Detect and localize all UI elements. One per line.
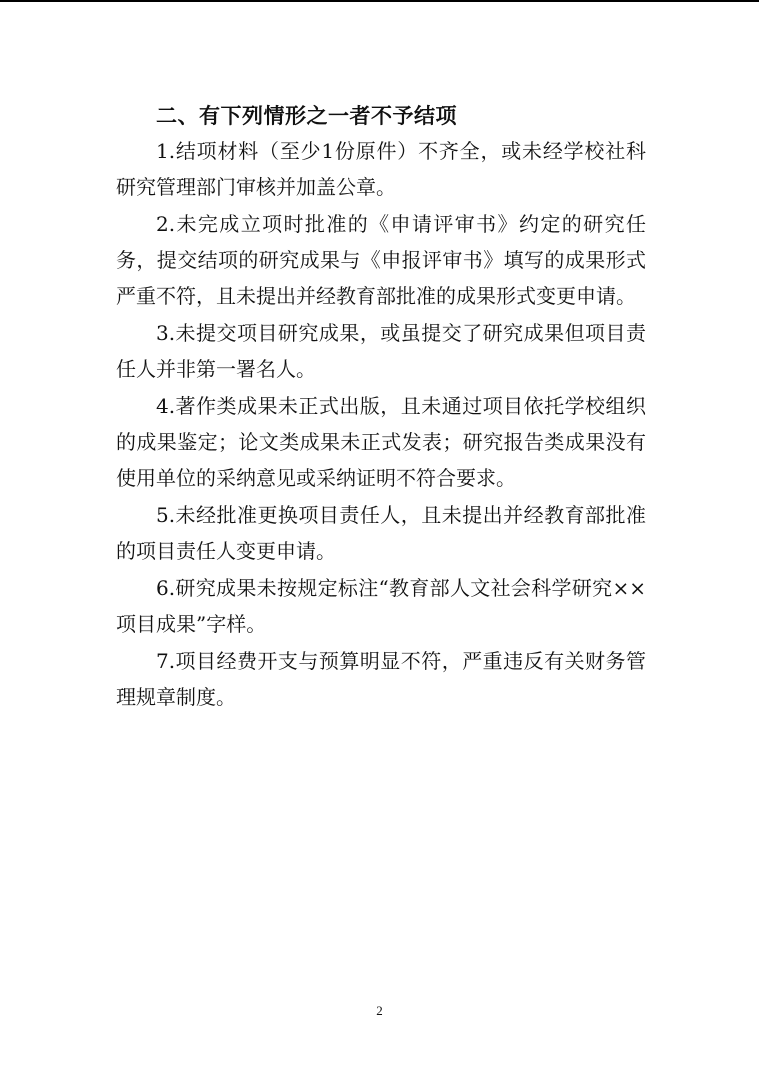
clause-item-1: 1.结项材料（至少1份原件）不齐全，或未经学校社科研究管理部门审核并加盖公章。 bbox=[116, 139, 646, 199]
clause-item-6: 6.研究成果未按规定标注“教育部人文社会科学研究××项目成果”字样。 bbox=[116, 576, 646, 636]
clause-item-3: 3.未提交项目研究成果，或虽提交了研究成果但项目责任人并非第一署名人。 bbox=[116, 321, 646, 381]
clause-item-2: 2.未完成立项时批准的《申请评审书》约定的研究任务，提交结项的研究成果与《申报评审书》填写的成果形式严重不符，且未提出并经教育部批准的成果形式变更申请。 bbox=[116, 212, 646, 308]
top-border-line bbox=[0, 0, 759, 2]
clause-item-5: 5.未经批准更换项目责任人，且未提出并经教育部批准的项目责任人变更申请。 bbox=[116, 503, 646, 563]
clause-item-4: 4.著作类成果未正式出版，且未通过项目依托学校组织的成果鉴定；论文类成果未正式发表；研究报告类成果没有使用单位的采纳意见或采纳证明不符合要求。 bbox=[116, 394, 646, 490]
page-number: 2 bbox=[376, 1003, 383, 1018]
document-body bbox=[116, 100, 646, 715]
clause-item-7: 7.项目经费开支与预算明显不符，严重违反有关财务管理规章制度。 bbox=[116, 649, 646, 709]
section-heading: 二、有下列情形之一者不予结项 bbox=[156, 104, 457, 128]
